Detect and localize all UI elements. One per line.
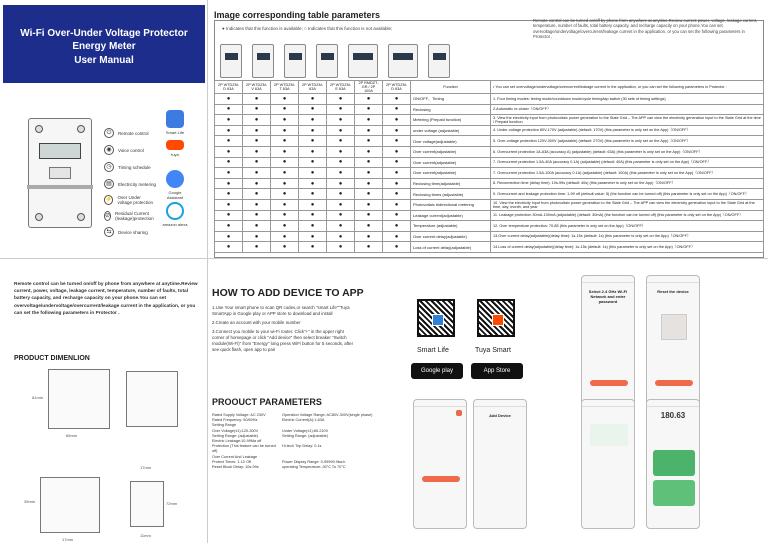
stats-card (653, 480, 695, 506)
alexa-logo: amazon alexa (160, 202, 190, 227)
description-cell: 4. Under-voltage protection 80V-170V (adjustable) (default: 170V) (this parameter is only set on the App)（ON/OFF） (491, 125, 764, 136)
availability-mark: ● (271, 136, 299, 147)
table-row (215, 210, 764, 221)
availability-mark: ● (215, 189, 243, 200)
alexa-icon (166, 202, 184, 220)
availability-mark: ● (271, 157, 299, 168)
param-text: Power Display Range: 0-99999.9kw.h (282, 459, 346, 464)
energy-value: 180.63 (660, 411, 686, 420)
availability-mark: ● (215, 231, 243, 242)
param-text: Electric Leakage:10-99Ma off (212, 439, 262, 444)
device-image (661, 314, 687, 340)
availability-mark: ● (271, 199, 299, 210)
function-cell: Temperature (adjustable) (411, 221, 491, 232)
dimension-label: 81mm (32, 395, 44, 400)
availability-mark: ● (299, 94, 327, 105)
function-cell: Over current(adjustable) (411, 146, 491, 157)
phone-screen-add-device (473, 399, 527, 529)
param-text: Protect Times: 1-10 Off (212, 459, 251, 464)
function-cell: Loss of current delay(adjustable) (411, 242, 491, 253)
availability-mark: ● (243, 146, 271, 157)
description-cell: 1. Four timing modes: timing mode/countdown mode/cycle timing/tap switch (30 sets of timing settings) (491, 94, 764, 105)
device-display (39, 143, 81, 159)
add-icon[interactable] (456, 410, 462, 416)
google-assistant-icon (166, 170, 184, 188)
share-icon: ⇆ (104, 227, 114, 237)
voltage-icon: ⚡ (105, 197, 113, 203)
terminal-screw-icon (35, 125, 43, 133)
availability-mark: ● (383, 157, 411, 168)
table-row (215, 178, 764, 189)
terminal-screw-icon (35, 213, 43, 221)
availability-mark: ● (299, 104, 327, 115)
howto-steps (212, 305, 354, 356)
param-text: Electric Current(A):1-63A (282, 418, 325, 423)
availability-mark: ● (327, 115, 355, 126)
screen-title: Select 2.4 GHz Wi-Fi Network and enter password (588, 289, 628, 304)
availability-mark: ● (215, 157, 243, 168)
dimension-panel (0, 258, 208, 543)
function-cell: under voltage (adjustable) (411, 125, 491, 136)
param-row (212, 444, 397, 454)
phone-screen-home (413, 399, 467, 529)
availability-mark: ● (355, 221, 383, 232)
availability-mark: ● (215, 125, 243, 136)
availability-mark: ● (215, 146, 243, 157)
availability-mark: ● (355, 146, 383, 157)
model-header: 2P WTDZM-V 63A (243, 81, 271, 94)
param-text: Protection (This feature can be turned off) (212, 444, 276, 454)
product-image (284, 44, 306, 78)
param-row (212, 465, 397, 470)
table-row (215, 115, 764, 126)
function-cell: Over current delay(adjustable) (411, 231, 491, 242)
availability-mark: ● (327, 178, 355, 189)
table-row (215, 221, 764, 232)
param-text: Under Voltage(±1):80-210V (282, 428, 329, 433)
phone-screen-reset (646, 275, 700, 405)
availability-mark: ● (327, 199, 355, 210)
feature-remote-control: ⏻ Remote control (104, 128, 149, 138)
dimension-label: 17mm (62, 537, 74, 542)
availability-mark: ● (299, 199, 327, 210)
howto-step: 2.Create an account with your mobile number (212, 320, 301, 325)
function-cell: Reclosing (411, 104, 491, 115)
availability-mark: ● (243, 115, 271, 126)
table-row (215, 157, 764, 168)
description-cell: 13.Over current delay(adjustable)(delay time): 1s-15s (default: 1s) (this parameter is only set on the App)（ON/OFF） (491, 231, 764, 242)
availability-mark: ● (355, 94, 383, 105)
availability-mark: ● (383, 189, 411, 200)
phone-screen-metering (646, 399, 700, 529)
availability-mark: ● (243, 199, 271, 210)
availability-mark: ● (383, 94, 411, 105)
google-assistant-logo: Google Assistant (160, 170, 190, 200)
availability-mark: ● (215, 94, 243, 105)
model-header: 2P WTDZM-E 63A (327, 81, 355, 94)
cover-title: Wi-Fi Over-Under Voltage Protector Energy Meter (20, 28, 188, 52)
add-device-button[interactable] (422, 476, 460, 482)
function-cell: Over voltage(adjustable) (411, 136, 491, 147)
availability-mark: ● (355, 178, 383, 189)
availability-mark: ● (327, 125, 355, 136)
availability-mark: ● (383, 221, 411, 232)
param-text: operating Temperature:-30°C To 70°C (282, 465, 346, 470)
app-panel (403, 258, 768, 543)
availability-mark: ● (299, 210, 327, 221)
availability-mark: ● (243, 136, 271, 147)
cover-subtitle: User Manual (74, 55, 134, 66)
function-cell: Leakage current(adjustable) (411, 210, 491, 221)
description-cell: 12. Over temperature protection: 70-85 (this parameter is only set on the App)（ON/OFF） (491, 221, 764, 232)
table-row (215, 125, 764, 136)
availability-mark: ● (355, 157, 383, 168)
function-cell: Reclosing times (adjustable) (411, 189, 491, 200)
availability-mark: ● (327, 242, 355, 253)
availability-mark: ● (355, 136, 383, 147)
availability-mark: ● (243, 94, 271, 105)
smart-life-qr-code (417, 299, 455, 337)
leakage-icon: ⊘ (105, 213, 111, 219)
model-header: 2P WTDZM-63A (299, 81, 327, 94)
availability-mark: ● (327, 168, 355, 179)
dimension-label: 72mm (166, 501, 178, 506)
availability-mark: ● (383, 104, 411, 115)
availability-mark: ● (299, 221, 327, 232)
cover-banner (3, 5, 205, 83)
model-header: 2P WTDZM-D 63A (383, 81, 411, 94)
model-header: 2P RMDZT-GR / 2P 100A (355, 81, 383, 94)
availability-mark: ● (215, 104, 243, 115)
availability-mark: ● (355, 115, 383, 126)
availability-mark: ● (243, 242, 271, 253)
availability-mark: ● (327, 94, 355, 105)
description-cell: 9. Overcurrent and leakage protection time: 1-99 off (default value: 5) (the function can be turned off) (this parameter is only set on the App)（ON/OFF） (491, 189, 764, 200)
param-text: Rated Frequency: 50/60Hz (212, 418, 258, 423)
description-cell: 14.Loss of current delay(adjustable)(delay time): 1s-15s (default: 1s) (this parameter is only set on the App)（ON/OFF） (491, 242, 764, 253)
params-heading: PROOUCT PARAMETERS (212, 397, 322, 407)
parameter-table (214, 80, 764, 253)
availability-mark: ● (299, 146, 327, 157)
feature-metering: ▤ Electricity metering (104, 179, 156, 189)
product-image (252, 44, 274, 78)
smart-life-icon (166, 110, 184, 128)
table-row (215, 146, 764, 157)
availability-mark: ● (243, 157, 271, 168)
description-cell: 5. Over-voltage protection 120V-300V (adjustable) (default: 270V) (this parameter is only set on the App)（ON/OFF） (491, 136, 764, 147)
param-text: Over Current And Leakage (212, 454, 258, 459)
availability-mark: ● (299, 136, 327, 147)
availability-mark: ● (383, 242, 411, 253)
availability-mark: ● (299, 168, 327, 179)
front-view-drawing (48, 369, 110, 429)
phone-screen-wifi (581, 275, 635, 405)
param-text: Rated Supply Voltage: AC 230V (212, 413, 266, 417)
availability-mark: ● (271, 210, 299, 221)
table-row (215, 242, 764, 253)
availability-mark: ● (327, 210, 355, 221)
howto-step: 3.Connect you mobile to your wi-Fi router. Click"+" in the upper right corner of homepage or click "Add device" then select breaker "Switch module(Wi-Fi)" from "Energy" long press WiFi button for 5 seconds, after see quick flash, open app to pair (212, 329, 354, 352)
availability-mark: ● (327, 189, 355, 200)
availability-mark: ● (271, 189, 299, 200)
availability-mark: ● (215, 178, 243, 189)
availability-mark: ● (271, 94, 299, 105)
availability-mark: ● (383, 199, 411, 210)
function-cell: Reclosing time(adjustable) (411, 178, 491, 189)
product-image (348, 44, 378, 78)
availability-mark: ● (271, 115, 299, 126)
table-row (215, 168, 764, 179)
product-image (316, 44, 338, 78)
dimension-label: 17mm (140, 465, 152, 470)
availability-mark: ● (383, 231, 411, 242)
availability-mark: ● (299, 242, 327, 253)
availability-mark: ● (355, 168, 383, 179)
feature-device-sharing: ⇆ Device sharing (104, 227, 148, 237)
function-header: Function (411, 81, 491, 94)
availability-mark: ● (271, 231, 299, 242)
availability-mark: ● (299, 115, 327, 126)
dimension-label: 66mm (66, 433, 78, 438)
product-image (428, 44, 450, 78)
howto-step: 1.Use Your smart phone to scan QR codes,or search "smart Life""Tuya SmartApp in Google play or APP store to download and install (212, 305, 350, 316)
next-button[interactable] (590, 380, 628, 386)
dimension-heading: PRODUCT DIMENLION (14, 355, 90, 362)
screen-title: Reset the device (657, 289, 689, 294)
table-row (215, 189, 764, 200)
dimension-label: 11mm (140, 533, 151, 538)
remote-control-text: Remote control can be turned on/off by phone from anywhere at anytime.Review current, power, voltage, leakage current, temperature, number of faults, total battery capacity, and recharge capacity on your phone.You can set overvoltage/undervoltage/overcurrent/leakage current in the application, or you can set the following parameters in Protector . (14, 282, 198, 316)
description-cell: 10. View the electricity input from photovoltaic power generation to the State Grid – The APP can view the electricity generation input to the State Grid at the time, day, month, and year (491, 199, 764, 210)
availability-mark: ● (355, 242, 383, 253)
mic-icon: ◉ (104, 145, 114, 155)
din-rail (27, 185, 93, 189)
description-cell: 6. Overcurrent protection 1A-63A (accuracy A) (adjustable) (default: 63A) (this parameter is only set on the App)（ON/OFF） (491, 146, 764, 157)
feature-leakage-protection: ⊘ Residual Current (leakage)protection (105, 211, 154, 221)
availability-mark: ● (243, 189, 271, 200)
table-row (215, 199, 764, 210)
description-cell: 11. Leakage protection 30mA-100mA (adjustable) (default: 30mA) (the function can be turned off) (this parameter is only set on the App)（ON/OFF） (491, 210, 764, 221)
availability-mark: ● (355, 104, 383, 115)
function-cell: ON/OFF、Timing (411, 94, 491, 105)
clock-icon: ◷ (104, 162, 114, 172)
terminal-screw-icon (77, 213, 85, 221)
screen-title: Add Device (489, 413, 511, 418)
function-cell: Metering (Prepaid function) (411, 115, 491, 126)
description-cell: 7. Overcurrent protection 1.5A-100A (accuracy 0.1A) (adjustable) (default: 100A) (this parameter is only set on the App)（ON/OFF） (491, 168, 764, 179)
description-cell: 2.Automatic re-closer（ON/OFF） (491, 104, 764, 115)
availability-mark: ● (327, 157, 355, 168)
tuya-icon (166, 140, 184, 150)
availability-mark: ● (327, 146, 355, 157)
howto-panel (208, 258, 403, 543)
feature-voltage-protection: ⚡ Over Under voltage protection (105, 195, 154, 205)
breaker-device-image (28, 118, 92, 228)
availability-mark: ● (215, 168, 243, 179)
table-legend: ● Indicates that this function is available; ○ Indicates that this function is not available; (222, 26, 393, 31)
availability-mark: ● (271, 221, 299, 232)
description-cell: 3. View the electricity input from photovoltaic power generation to the State Grid – The APP can view the electricity generation input to the State Grid at the time / Prepaid function (491, 115, 764, 126)
tuya-logo: tuya (160, 140, 190, 157)
availability-mark: ● (271, 146, 299, 157)
param-text: Setting Range (212, 423, 237, 428)
feature-voice-control: ◉ Voice control (104, 145, 144, 155)
cover-panel (0, 0, 208, 258)
availability-mark: ● (215, 210, 243, 221)
table-heading: Image corresponding table parameters (214, 10, 381, 20)
parameter-table-panel (208, 0, 768, 258)
product-image (220, 44, 242, 78)
phone-screen-device-list (581, 399, 635, 529)
bottom-view-drawing (40, 477, 100, 533)
availability-mark: ● (243, 168, 271, 179)
availability-mark: ● (215, 199, 243, 210)
smart-life-logo: Smart Life (160, 110, 190, 135)
availability-mark: ● (355, 125, 383, 136)
product-params (212, 413, 397, 470)
availability-mark: ● (243, 221, 271, 232)
availability-mark: ● (215, 242, 243, 253)
availability-mark: ● (243, 210, 271, 221)
availability-mark: ● (271, 178, 299, 189)
feature-timing: ◷ Timing schedule (104, 162, 151, 172)
availability-mark: ● (355, 199, 383, 210)
availability-mark: ● (355, 231, 383, 242)
param-text: Operation Voltage Range: AC80V-300V(single phase) (282, 413, 373, 417)
device-switch (49, 167, 71, 179)
smart-life-label: Smart Life (417, 347, 449, 354)
availability-mark: ● (299, 157, 327, 168)
availability-mark: ● (243, 125, 271, 136)
availability-mark: ● (215, 115, 243, 126)
availability-mark: ● (355, 189, 383, 200)
table-row (215, 231, 764, 242)
table-header-row (215, 81, 764, 94)
availability-mark: ● (271, 168, 299, 179)
app-store-badge[interactable]: App Store (471, 363, 523, 379)
product-image (388, 44, 418, 78)
availability-mark: ● (383, 146, 411, 157)
meter-icon: ▤ (104, 179, 114, 189)
tuya-label: Tuya Smart (475, 347, 511, 354)
tuya-qr-code (477, 299, 515, 337)
availability-mark: ● (327, 104, 355, 115)
availability-mark: ● (215, 136, 243, 147)
energy-chart-card (653, 450, 695, 476)
param-text: Setting Range: (adjustable) (212, 433, 259, 438)
table-row (215, 136, 764, 147)
availability-mark: ● (383, 168, 411, 179)
description-cell: 7. Overcurrent protection 1.5A-40A (accuracy 0.1A) (adjustable) (default: 40A) (this parameter is only set on the App)（ON/OFF） (491, 157, 764, 168)
model-header: 2P WTDZM-T 63A (271, 81, 299, 94)
param-text: Over Voltage(±1):120-300V (212, 428, 259, 433)
availability-mark: ● (215, 221, 243, 232)
availability-mark: ● (355, 210, 383, 221)
table-row (215, 94, 764, 105)
availability-mark: ● (327, 136, 355, 147)
availability-mark: ● (243, 231, 271, 242)
product-images (220, 44, 450, 78)
availability-mark: ● (327, 231, 355, 242)
side-view-drawing (126, 371, 178, 427)
param-text: Reset Block Delay: 10s-99s (212, 465, 259, 470)
function-cell: Photovoltaic bidirectional metering (411, 199, 491, 210)
function-cell: Over current(adjustable) (411, 168, 491, 179)
model-header: 2P WTDZM-D 63A (215, 81, 243, 94)
availability-mark: ● (243, 104, 271, 115)
availability-mark: ● (383, 210, 411, 221)
availability-mark: ● (271, 242, 299, 253)
availability-mark: ● (299, 231, 327, 242)
description-header: • You can set overvoltage/undervoltage/overcurrent/leakage current in the application, or you can set the following parameters in Protector : (491, 81, 764, 94)
table-row (215, 104, 764, 115)
availability-mark: ● (243, 178, 271, 189)
terminal-screw-icon (77, 125, 85, 133)
availability-mark: ● (271, 104, 299, 115)
param-text: Hi-tech Trip Delay: 0.1s (282, 444, 322, 449)
dimension-label: 35mm (24, 499, 36, 504)
confirm-button[interactable] (655, 380, 693, 386)
howto-heading: HOW TO ADD DEVICE TO APP (212, 287, 364, 299)
availability-mark: ● (271, 125, 299, 136)
availability-mark: ● (383, 115, 411, 126)
description-cell: 8. Reconnection time (delay time): 10s-99s (default: 40s) (this parameter is only set on the App)（ON/OFF） (491, 178, 764, 189)
availability-mark: ● (299, 125, 327, 136)
device-card[interactable] (590, 424, 628, 446)
availability-mark: ● (299, 178, 327, 189)
availability-mark: ● (299, 189, 327, 200)
availability-mark: ● (327, 221, 355, 232)
param-text: Setting Range: (adjustable) (282, 433, 329, 438)
availability-mark: ● (383, 136, 411, 147)
top-view-drawing (130, 481, 164, 527)
availability-mark: ● (383, 125, 411, 136)
availability-mark: ● (383, 178, 411, 189)
power-icon: ⏻ (104, 128, 114, 138)
function-cell: Over current(adjustable) (411, 157, 491, 168)
google-play-badge[interactable]: Google play (411, 363, 463, 379)
table-intro: Remote control can be turned on/off by phone from anywhere at anytime.Review current power, voltage, leakage current, temperature, number of faults, total battery capacity, and recharge capacity on your phone.You can set overvoltage/undervoltage/overcurrent/leakage current in the application, or you can set the following parameters in Protector . (533, 18, 758, 40)
